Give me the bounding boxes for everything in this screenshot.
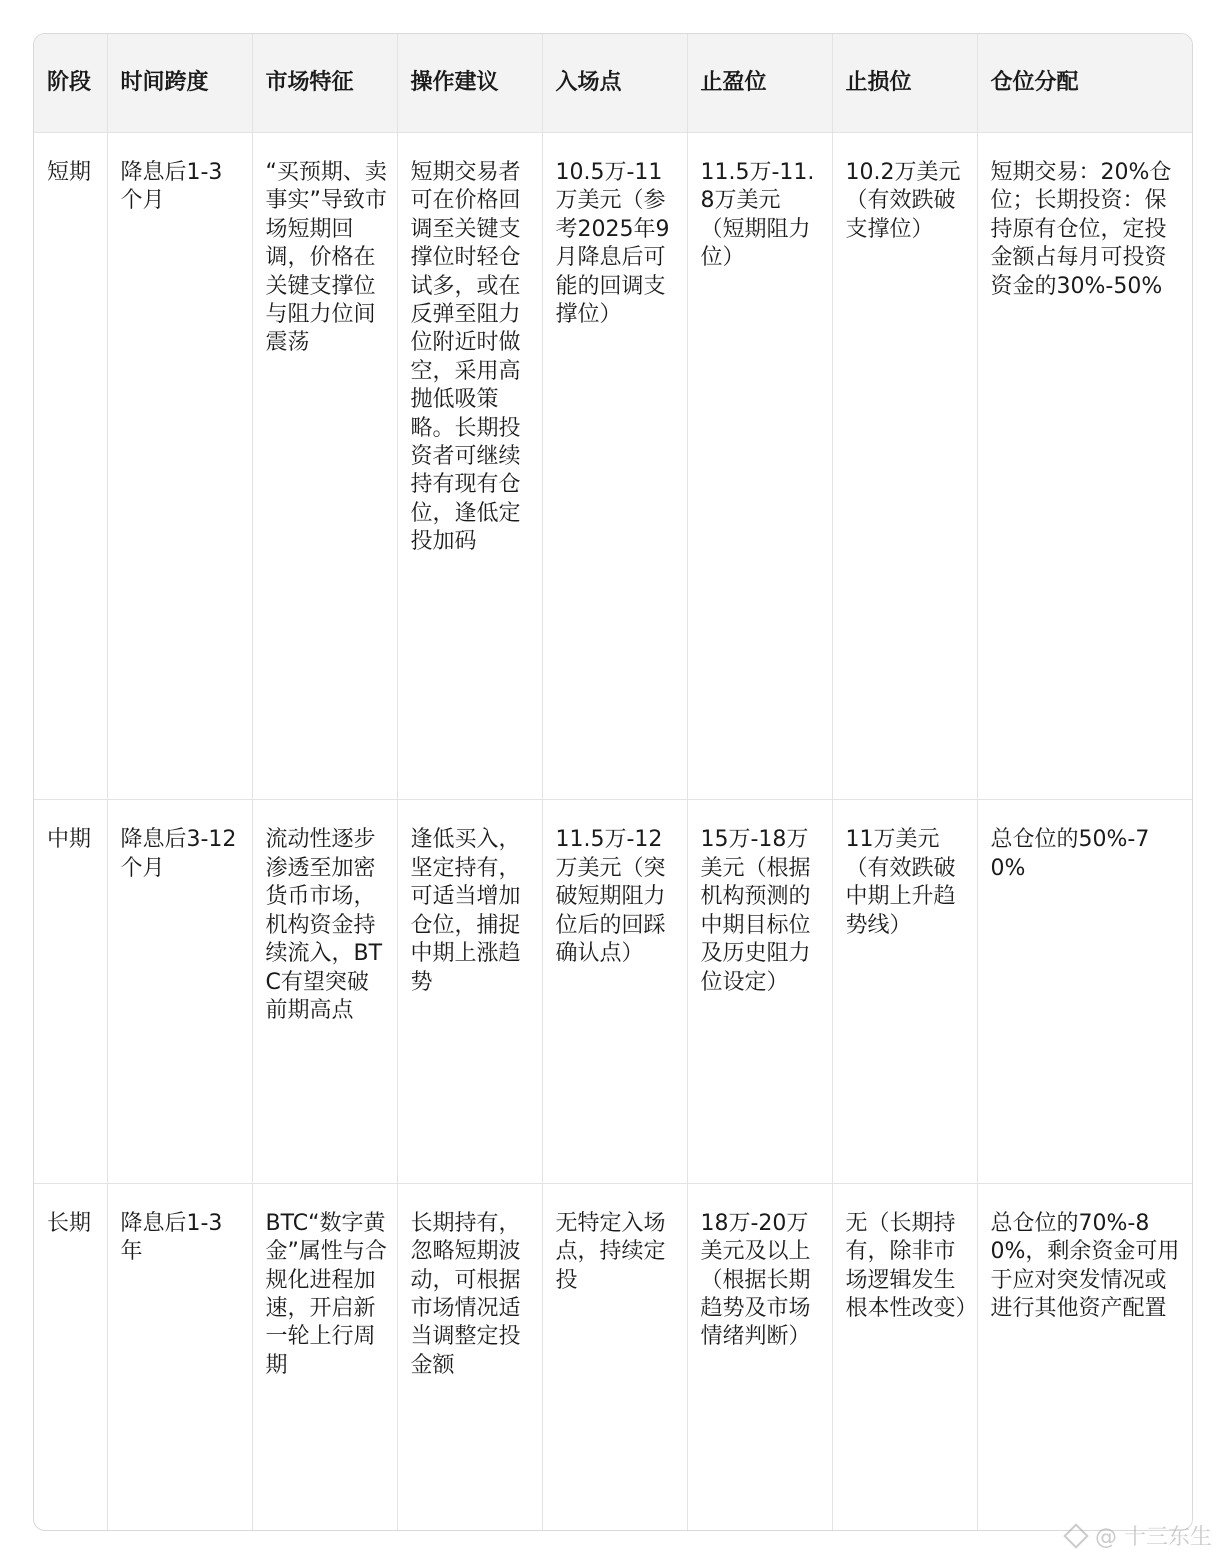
header-take-profit: 止盈位: [687, 34, 832, 133]
cell-time-span: 降息后1-3年: [107, 1183, 252, 1530]
cell-entry-point: 10.5万-11万美元（参考2025年9月降息后可能的回调支撑位）: [542, 133, 687, 800]
header-entry-point: 入场点: [542, 34, 687, 133]
cell-market-features: 流动性逐步渗透至加密货币市场，机构资金持续流入，BTC有望突破前期高点: [252, 800, 397, 1183]
cell-operation-advice: 短期交易者可在价格回调至关键支撑位时轻仓试多，或在反弹至阻力位附近时做空，采用高抛低吸策略。长期投资者可继续持有现有仓位，逢低定投加码: [397, 133, 542, 800]
cell-operation-advice: 逢低买入，坚定持有，可适当增加仓位，捕捉中期上涨趋势: [397, 800, 542, 1183]
cell-take-profit: 11.5万-11.8万美元（短期阻力位）: [687, 133, 832, 800]
cell-stop-loss: 无（长期持有，除非市场逻辑发生根本性改变）: [832, 1183, 977, 1530]
cell-stage: 短期: [34, 133, 107, 800]
cell-entry-point: 11.5万-12万美元（突破短期阻力位后的回踩确认点）: [542, 800, 687, 1183]
table-header-row: [34, 34, 1192, 133]
watermark-logo-icon: [1063, 1523, 1088, 1548]
cell-market-features: “买预期、卖事实”导致市场短期回调，价格在关键支撑位与阻力位间震荡: [252, 133, 397, 800]
cell-time-span: 降息后3-12个月: [107, 800, 252, 1183]
strategy-table-container: [33, 33, 1193, 1531]
cell-stage: 中期: [34, 800, 107, 1183]
cell-take-profit: 15万-18万美元（根据机构预测的中期目标位及历史阻力位设定）: [687, 800, 832, 1183]
table-row: [34, 800, 1192, 1183]
table-row: [34, 133, 1192, 800]
header-position-allocation: 仓位分配: [977, 34, 1192, 133]
strategy-table: [34, 34, 1192, 1530]
header-time-span: 时间跨度: [107, 34, 252, 133]
watermark: [1067, 1520, 1212, 1551]
header-market-features: 市场特征: [252, 34, 397, 133]
cell-stop-loss: 10.2万美元（有效跌破支撑位）: [832, 133, 977, 800]
cell-take-profit: 18万-20万美元及以上（根据长期趋势及市场情绪判断）: [687, 1183, 832, 1530]
cell-position-allocation: 短期交易：20%仓位；长期投资：保持原有仓位，定投金额占每月可投资资金的30%-50%: [977, 133, 1192, 800]
cell-market-features: BTC“数字黄金”属性与合规化进程加速，开启新一轮上行周期: [252, 1183, 397, 1530]
cell-entry-point: 无特定入场点，持续定投: [542, 1183, 687, 1530]
header-stop-loss: 止损位: [832, 34, 977, 133]
cell-operation-advice: 长期持有，忽略短期波动，可根据市场情况适当调整定投金额: [397, 1183, 542, 1530]
table-row: [34, 1183, 1192, 1530]
header-stage: 阶段: [34, 34, 107, 133]
cell-position-allocation: 总仓位的50%-70%: [977, 800, 1192, 1183]
cell-stage: 长期: [34, 1183, 107, 1530]
cell-time-span: 降息后1-3个月: [107, 133, 252, 800]
cell-stop-loss: 11万美元（有效跌破中期上升趋势线）: [832, 800, 977, 1183]
watermark-text: @ 十三东生: [1095, 1525, 1212, 1550]
header-operation-advice: 操作建议: [397, 34, 542, 133]
cell-position-allocation: 总仓位的70%-80%，剩余资金可用于应对突发情况或进行其他资产配置: [990, 1210, 1180, 1321]
